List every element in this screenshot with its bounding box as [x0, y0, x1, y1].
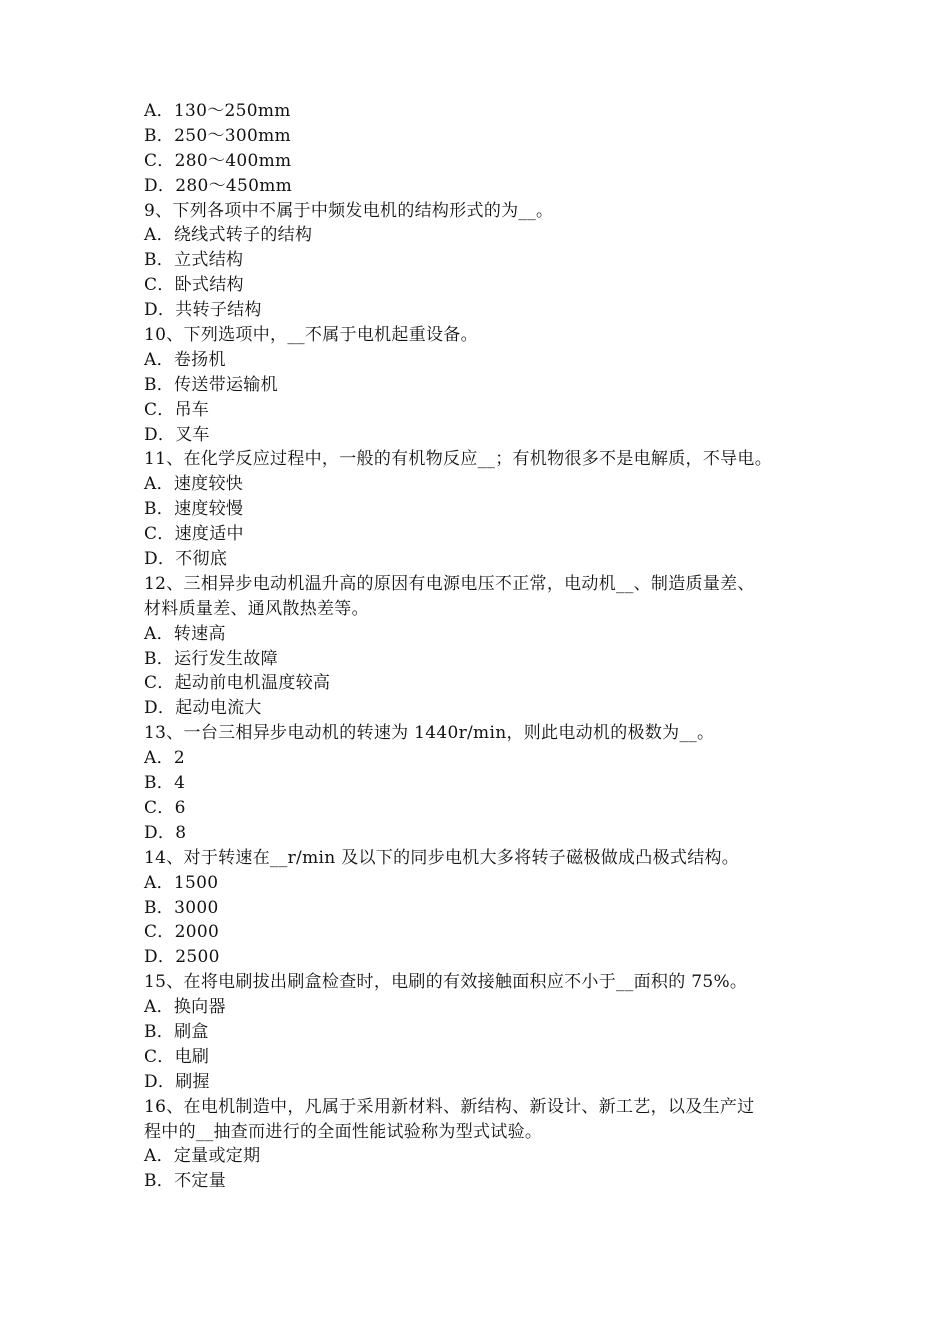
option-line: D．刷握: [144, 1071, 210, 1092]
option-line: A．定量或定期: [144, 1146, 261, 1167]
option-line: A．速度较快: [144, 474, 244, 495]
question-15: 15、在将电刷拔出刷盒检查时，电刷的有效接触面积应不小于__面积的 75%。: [144, 972, 748, 993]
option-line: B．3000: [144, 897, 219, 918]
option-line: D．起动电流大: [144, 698, 262, 719]
option-line: D．8: [144, 822, 187, 843]
option-line: C．起动前电机温度较高: [144, 673, 331, 694]
option-line: D．不彻底: [144, 549, 228, 570]
option-line: B．立式结构: [144, 250, 244, 271]
question-11: 11、在化学反应过程中，一般的有机物反应__；有机物很多不是电解质，不导电。: [144, 449, 773, 470]
option-line: C．速度适中: [144, 524, 244, 545]
option-line: C．280～400mm: [144, 150, 292, 171]
option-line: D．280～450mm: [144, 175, 293, 196]
question-13: 13、一台三相异步电动机的转速为 1440r/min，则此电动机的极数为__。: [144, 723, 715, 744]
option-line: A．转速高: [144, 623, 226, 644]
question-14: 14、对于转速在__r/min 及以下的同步电机大多将转子磁极做成凸极式结构。: [144, 847, 740, 868]
option-line: C．吊车: [144, 399, 210, 420]
option-line: A．换向器: [144, 997, 226, 1018]
option-line: C．2000: [144, 922, 220, 943]
option-line: B．250～300mm: [144, 125, 291, 146]
question-9: 9、下列各项中不属于中频发电机的结构形式的为__。: [144, 200, 554, 221]
option-line: D．2500: [144, 947, 220, 968]
option-line: D．共转子结构: [144, 300, 262, 321]
question-12-continued: 材料质量差、通风散热差等。: [144, 598, 369, 619]
option-line: D．叉车: [144, 424, 210, 445]
option-line: A．130～250mm: [144, 101, 291, 121]
option-line: C．电刷: [144, 1046, 210, 1067]
question-12: 12、三相异步电动机温升高的原因有电源电压不正常，电动机__、制造质量差、: [144, 573, 755, 594]
question-16-continued: 程中的__抽查而进行的全面性能试验称为型式试验。: [144, 1121, 543, 1142]
option-line: B．不定量: [144, 1171, 226, 1192]
option-line: A．1500: [144, 872, 219, 893]
question-16: 16、在电机制造中，凡属于采用新材料、新结构、新设计、新工艺，以及生产过: [144, 1096, 755, 1117]
option-line: C．卧式结构: [144, 275, 244, 296]
option-line: A．2: [144, 748, 185, 769]
option-line: B．运行发生故障: [144, 648, 278, 669]
option-line: B．刷盒: [144, 1021, 209, 1042]
option-line: B．4: [144, 773, 186, 794]
option-line: C．6: [144, 797, 186, 818]
option-line: B．速度较慢: [144, 499, 244, 520]
option-line: A．卷扬机: [144, 349, 226, 370]
option-line: B．传送带运输机: [144, 374, 278, 395]
document-body: [144, 99, 834, 1194]
option-line: A．绕线式转子的结构: [144, 225, 313, 246]
question-10: 10、下列选项中，__不属于电机起重设备。: [144, 325, 478, 346]
